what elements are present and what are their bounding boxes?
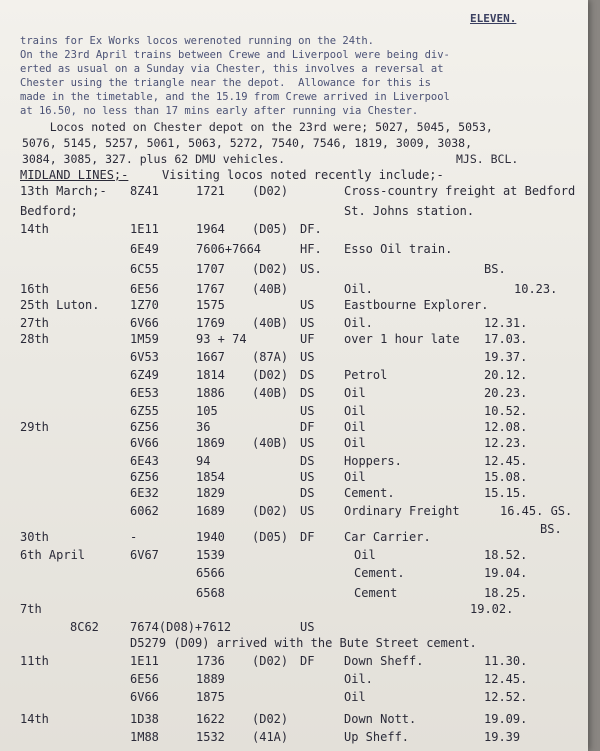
entry-dep: HF. — [300, 242, 322, 256]
entry-date: 27th — [20, 316, 49, 330]
entry-time: 12.23. — [484, 436, 528, 450]
entry-cls: (D02) — [252, 504, 289, 518]
entry-num: 1767 — [196, 282, 225, 296]
entry-cls: (D02) — [252, 368, 289, 382]
entry-num: 1769 — [196, 316, 225, 330]
entry-cls: (87A) — [252, 350, 289, 364]
entry-desc: Car Carrier. — [344, 530, 431, 544]
entry-dep: US — [300, 504, 315, 518]
entry-code: 1E11 — [130, 654, 159, 668]
entry-desc: Oil. — [344, 282, 373, 296]
entry-desc: Ordinary Freight — [344, 504, 460, 518]
entry-dep: DS — [300, 486, 315, 500]
entry-cls: (40B) — [252, 436, 289, 450]
entry-time: 19.39 — [484, 730, 521, 744]
entry-desc: Oil — [344, 404, 366, 418]
entry-dep: DS — [300, 386, 315, 400]
entry-dep: US — [300, 436, 315, 450]
page-number: ELEVEN. — [470, 12, 517, 25]
entry-date: 13th March;- — [20, 184, 107, 198]
entry-num: 1886 — [196, 386, 225, 400]
entry-time: 11.30. — [484, 654, 528, 668]
paragraph-line: erted as usual on a Sunday via Chester, this involves a reversal at — [20, 63, 444, 75]
entry-time: 15.15. — [484, 486, 528, 500]
entry-code: 6E53 — [130, 386, 159, 400]
entry-dep: US — [300, 316, 315, 330]
paragraph-line: trains for Ex Works locos werenoted running on the 24th. — [20, 35, 375, 47]
entry-code: 7674(D08)+7612 — [130, 620, 232, 634]
entry-code: 1M59 — [130, 332, 159, 346]
entry-desc: Cement — [354, 586, 398, 600]
entry-dep: DS — [300, 454, 315, 468]
entry-time: 12.45. — [484, 454, 528, 468]
entry-num: 1575 — [196, 298, 225, 312]
entry-code: 1Z70 — [130, 298, 159, 312]
paragraph-line: made in the timetable, and the 15.19 from Crewe arrived in Liverpool — [20, 91, 450, 103]
entry-date: 14th — [20, 712, 49, 726]
entry-time: 12.31. — [484, 316, 528, 330]
entry-code: 6E43 — [130, 454, 159, 468]
section-intro: Visiting locos noted recently include;- — [162, 168, 444, 182]
entry-num: 1721 — [196, 184, 225, 198]
entry-dep: DF — [300, 654, 315, 668]
entry-date: 7th — [20, 602, 42, 616]
entry-num: 6568 — [196, 586, 225, 600]
entry-time: 19.04. — [484, 566, 528, 580]
entry-code: 6V67 — [130, 548, 159, 562]
entry-code: 6V66 — [130, 690, 159, 704]
entry-date: 8C62 — [70, 620, 99, 634]
entry-time: 19.02. — [470, 602, 514, 616]
author-initials: MJS. BCL. — [456, 152, 519, 166]
entry-date: 30th — [20, 530, 49, 544]
entry-desc: Oil — [354, 548, 376, 562]
entry-dep: DS — [300, 368, 315, 382]
entry-code: 6Z55 — [130, 404, 159, 418]
entry-desc: Eastbourne Explorer. — [344, 298, 489, 312]
entry-num: 1622 — [196, 712, 225, 726]
entry-date: Bedford; — [20, 204, 78, 218]
paragraph-line: 3084, 3085, 327. plus 62 DMU vehicles. — [22, 152, 286, 166]
entry-num: 1869 — [196, 436, 225, 450]
entry-date: 25th Luton. — [20, 298, 100, 312]
entry-desc: Down Nott. — [344, 712, 417, 726]
entry-dep: DF — [300, 530, 315, 544]
entry-num: 1736 — [196, 654, 225, 668]
entry-desc: Up Sheff. — [344, 730, 410, 744]
entry-num: 105 — [196, 404, 218, 418]
paragraph-line: Chester using the triangle near the depot. Allowance for this is — [20, 77, 431, 89]
entry-time: 18.52. — [484, 548, 528, 562]
entry-desc: Oil — [344, 436, 366, 450]
entry-code: 8Z41 — [130, 184, 159, 198]
entry-num: 93 + 74 — [196, 332, 247, 346]
paragraph-line: 5076, 5145, 5257, 5061, 5063, 5272, 7540, 7546, 1819, 3009, 3038, — [22, 136, 473, 150]
entry-desc: Oil. — [344, 316, 373, 330]
entry-cls: (40B) — [252, 386, 289, 400]
entry-time: 19.37. — [484, 350, 528, 364]
entry-date: 16th — [20, 282, 49, 296]
entry-num: 1940 — [196, 530, 225, 544]
entry-dep: US — [300, 470, 315, 484]
paragraph-line: at 16.50, no less than 17 mins early after running via Chester. — [20, 105, 419, 117]
entry-desc: Down Sheff. — [344, 654, 424, 668]
entry-time: 19.09. — [484, 712, 528, 726]
entry-code: 6E49 — [130, 242, 159, 256]
entry-dep: US — [300, 404, 315, 418]
entry-num: 6566 — [196, 566, 225, 580]
entry-dep: US — [300, 620, 315, 634]
entry-num: 36 — [196, 420, 211, 434]
entry-dep: DF — [300, 420, 315, 434]
entry-code: 6E32 — [130, 486, 159, 500]
entry-desc: Cement. — [344, 486, 395, 500]
entry-num: 1814 — [196, 368, 225, 382]
entry-cls: (D02) — [252, 654, 289, 668]
entry-num: 1829 — [196, 486, 225, 500]
entry-num: 1875 — [196, 690, 225, 704]
entry-time: 12.45. — [484, 672, 528, 686]
entry-date: 29th — [20, 420, 49, 434]
entry-code: 6Z56 — [130, 470, 159, 484]
entry-desc: Oil — [344, 420, 366, 434]
entry-date: 11th — [20, 654, 49, 668]
entry-cls: (D02) — [252, 262, 289, 276]
entry-time: 10.23. — [514, 282, 558, 296]
paragraph-line: Locos noted on Chester depot on the 23rd were; 5027, 5045, 5053, — [22, 120, 493, 134]
entry-code: 6V66 — [130, 436, 159, 450]
entry-code: 6062 — [130, 504, 159, 518]
entry-desc: Oil. — [344, 672, 373, 686]
entry-code: - — [130, 530, 138, 544]
entry-num: 1532 — [196, 730, 225, 744]
entry-dep: DF. — [300, 222, 322, 236]
entry-dep: US — [300, 350, 315, 364]
entry-desc: Oil — [344, 690, 366, 704]
entry-num: 1667 — [196, 350, 225, 364]
entry-desc: Cross-country freight at Bedford — [344, 184, 576, 198]
entry-cls: (D05) — [252, 530, 289, 544]
entry-cls: (D05) — [252, 222, 289, 236]
entry-date: 28th — [20, 332, 49, 346]
entry-num: 1689 — [196, 504, 225, 518]
entry-num: 1964 — [196, 222, 225, 236]
entry-time: 12.08. — [484, 420, 528, 434]
entry-desc: Oil — [344, 470, 366, 484]
entry-num: 1889 — [196, 672, 225, 686]
entry-time: 20.23. — [484, 386, 528, 400]
entry-num: 1854 — [196, 470, 225, 484]
entry-time: 10.52. — [484, 404, 528, 418]
entry-cls: (40B) — [252, 282, 289, 296]
entry-code: 6C55 — [130, 262, 159, 276]
entry-time: 18.25. — [484, 586, 528, 600]
entry-desc: Cement. — [354, 566, 405, 580]
entry-code: 6E56 — [130, 672, 159, 686]
entry-num: 1707 — [196, 262, 225, 276]
entry-cls: (40B) — [252, 316, 289, 330]
entry-code: 6V66 — [130, 316, 159, 330]
entry-time: 20.12. — [484, 368, 528, 382]
entry-code: 1E11 — [130, 222, 159, 236]
entry-num: 1539 — [196, 548, 225, 562]
entry-num: 94 — [196, 454, 211, 468]
entry-code: 6Z56 — [130, 420, 159, 434]
entry-date: 6th April — [20, 548, 86, 562]
entry-time: 12.52. — [484, 690, 528, 704]
entry-time: BS. — [540, 522, 562, 536]
entry-desc: Hoppers. — [344, 454, 402, 468]
entry-time: BS. — [484, 262, 506, 276]
paragraph-line: On the 23rd April trains between Crewe and Liverpool were being div- — [20, 49, 450, 61]
entry-dep: US — [300, 298, 315, 312]
entry-time: 16.45. GS. — [500, 504, 573, 518]
entry-desc: Oil — [344, 386, 366, 400]
entry-code: 6E56 — [130, 282, 159, 296]
entry-code: 1D38 — [130, 712, 159, 726]
entry-desc: over 1 hour late — [344, 332, 460, 346]
entry-cls: (41A) — [252, 730, 289, 744]
entry-desc: Esso Oil train. — [344, 242, 453, 256]
entry-code: D5279 (D09) arrived with the Bute Street cement. — [130, 636, 477, 650]
entry-num: 7606+7664 — [196, 242, 262, 256]
entry-desc: Petrol — [344, 368, 388, 382]
entry-time: 17.03. — [484, 332, 528, 346]
entry-code: 1M88 — [130, 730, 159, 744]
entry-cls: (D02) — [252, 712, 289, 726]
entry-code: 6V53 — [130, 350, 159, 364]
section-heading: MIDLAND LINES;- — [20, 168, 129, 182]
entry-code: 6Z49 — [130, 368, 159, 382]
entry-date: 14th — [20, 222, 49, 236]
entry-cls: (D02) — [252, 184, 289, 198]
entry-dep: UF — [300, 332, 315, 346]
entry-time: 15.08. — [484, 470, 528, 484]
entry-desc: St. Johns station. — [344, 204, 475, 218]
entry-dep: US. — [300, 262, 322, 276]
